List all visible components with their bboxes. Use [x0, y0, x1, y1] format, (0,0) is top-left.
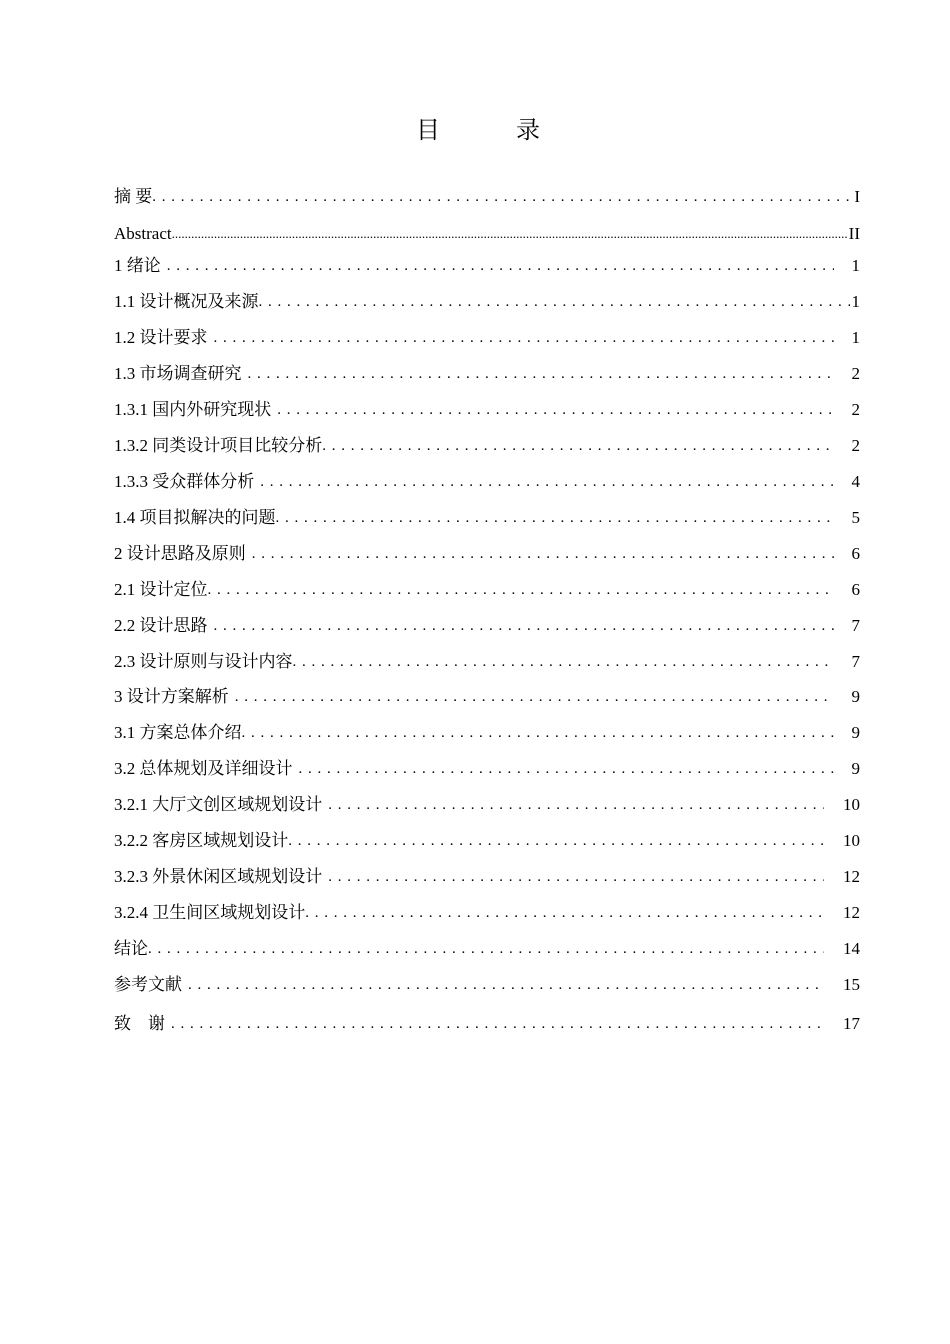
toc-dot-leader	[259, 291, 850, 313]
toc-dot-leader	[214, 615, 835, 637]
toc-entry[interactable]	[114, 822, 860, 852]
toc-dot-leader	[276, 507, 835, 529]
toc-entry-page: 10	[843, 831, 860, 850]
toc-entry-page: 15	[843, 975, 860, 994]
toc-entry[interactable]	[114, 678, 860, 708]
toc-dot-leader	[248, 363, 835, 385]
toc-entry-label: 3.2.1 大厅文创区域规划设计	[114, 795, 323, 814]
toc-entry-label: 3 设计方案解析	[114, 687, 229, 706]
toc-entry-page: 1	[851, 328, 860, 347]
toc-dot-leader	[260, 471, 834, 493]
toc-entry-label: 3.2 总体规划及详细设计	[114, 759, 293, 778]
toc-entry-page: 14	[843, 939, 860, 958]
toc-entry-label: 3.2.3 外景休闲区域规划设计	[114, 867, 323, 886]
toc-dot-leader	[242, 722, 835, 744]
toc-dot-leader	[235, 686, 834, 708]
toc-entry[interactable]	[114, 535, 860, 565]
toc-dot-leader	[208, 579, 835, 601]
toc-entry-page: 7	[851, 652, 860, 671]
toc-dot-leader	[322, 435, 834, 457]
toc-entry[interactable]	[114, 894, 860, 924]
toc-entry[interactable]	[114, 283, 860, 313]
toc-dot-leader	[152, 186, 852, 208]
toc-dot-leader	[299, 758, 835, 780]
toc-dot-leader	[293, 651, 835, 673]
toc-entry-page: 9	[851, 759, 860, 778]
toc-dot-leader	[277, 399, 834, 421]
toc-entry-page: 1	[851, 256, 860, 275]
toc-entry[interactable]	[114, 319, 860, 349]
toc-entry-page: I	[854, 187, 860, 206]
toc-dot-leader	[252, 543, 834, 565]
toc-entry-page: 9	[851, 723, 860, 742]
toc-entry[interactable]	[114, 499, 860, 529]
toc-entry-label: 1.3.1 国内外研究现状	[114, 400, 272, 419]
toc-entry[interactable]	[114, 714, 860, 744]
toc-entry-page: 2	[851, 436, 860, 455]
toc-entry-page: 17	[843, 1014, 860, 1033]
toc-entry-label: 2.2 设计思路	[114, 616, 208, 635]
toc-entry-page: 4	[851, 472, 860, 491]
toc-entry-page: 2	[851, 364, 860, 383]
toc-entry-page: 6	[851, 544, 860, 563]
toc-entry-label: 3.2.4 卫生间区域规划设计	[114, 903, 306, 922]
toc-entry[interactable]	[114, 571, 860, 601]
toc-entry-label: 1.3.3 受众群体分析	[114, 472, 255, 491]
toc-entry-label: 1.2 设计要求	[114, 328, 208, 347]
toc-entry-page: 5	[851, 508, 860, 527]
toc-entry-label: 3.2.2 客房区域规划设计	[114, 831, 289, 850]
toc-entry[interactable]	[114, 1005, 860, 1035]
toc-entry[interactable]	[114, 858, 860, 888]
toc-entry[interactable]	[114, 607, 860, 637]
toc-entry-page: 2	[851, 400, 860, 419]
toc-entry-page: 9	[851, 687, 860, 706]
toc-entry-label: 1.4 项目拟解决的问题	[114, 508, 276, 527]
toc-entry[interactable]	[114, 750, 860, 780]
toc-entry-label: 2.1 设计定位	[114, 580, 208, 599]
toc-entry-page: 7	[851, 616, 860, 635]
toc-entry-label: 2.3 设计原则与设计内容	[114, 652, 293, 671]
toc-entry-label: 1.1 设计概况及来源	[114, 292, 259, 311]
toc-entry[interactable]	[114, 391, 860, 421]
toc-dot-leader	[188, 974, 824, 996]
toc-dot-leader	[148, 938, 824, 960]
toc-entry[interactable]	[114, 178, 860, 208]
toc-dot-leader	[305, 902, 824, 924]
toc-entry-label: 1.3.2 同类设计项目比较分析	[114, 436, 323, 455]
toc-dot-leader	[214, 327, 835, 349]
toc-entry[interactable]	[114, 966, 860, 996]
toc-entry-label: 2 设计思路及原则	[114, 544, 246, 563]
toc-entry[interactable]	[114, 215, 860, 245]
toc-dot-leader	[328, 866, 824, 888]
toc-entry-label: Abstract	[114, 224, 172, 243]
toc-entry-label: 3.1 方案总体介绍	[114, 723, 242, 742]
toc-entry[interactable]	[114, 786, 860, 816]
toc-entry[interactable]	[114, 427, 860, 457]
toc-entry-page: 12	[843, 867, 860, 886]
toc-dot-leader	[167, 255, 834, 277]
toc-dot-leader	[288, 830, 824, 852]
toc-entry-label: 1 绪论	[114, 256, 161, 275]
toc-entry[interactable]	[114, 247, 860, 277]
toc-entry-page: 10	[843, 795, 860, 814]
toc-entry-label: 参考文献	[114, 975, 182, 994]
toc-entry-page: 12	[843, 903, 860, 922]
toc-entry-label: 摘 要	[114, 187, 153, 206]
toc-entry[interactable]	[114, 463, 860, 493]
toc-entry[interactable]	[114, 355, 860, 385]
toc-dot-leader	[172, 223, 847, 245]
toc-entry-page: 1	[851, 292, 860, 311]
toc-entry-label: 致 谢	[114, 1014, 165, 1033]
toc-entry[interactable]	[114, 930, 860, 960]
toc-entry-label: 结论	[114, 939, 148, 958]
toc-entry-page: II	[848, 224, 860, 243]
toc-entry[interactable]	[114, 643, 860, 673]
toc-title: 目 录	[416, 116, 566, 144]
toc-dot-leader	[171, 1013, 824, 1035]
toc-entry-page: 6	[851, 580, 860, 599]
toc-entry-label: 1.3 市场调查研究	[114, 364, 242, 383]
toc-dot-leader	[328, 794, 824, 816]
